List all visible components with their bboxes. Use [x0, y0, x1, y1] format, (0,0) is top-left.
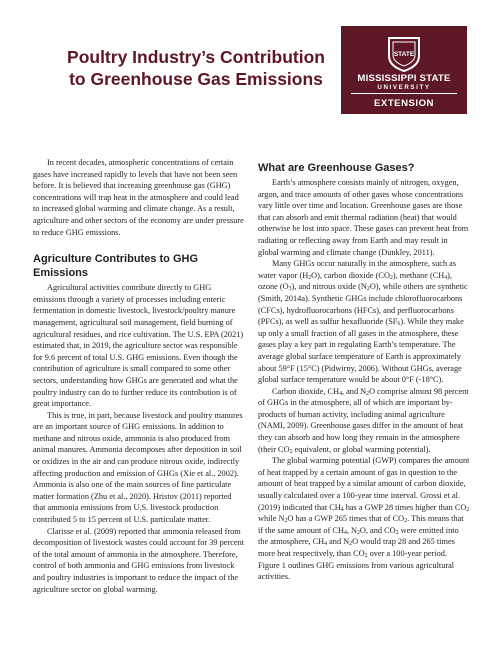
intro-paragraph: In recent decades, atmospheric concentrations of certain gases have increased rapidly to levels that have not been seen before. It is believed that increasing greenhouse gas (GHG) concentrations will trap heat in the atmosphere and could lead to increased global warming and climate change. As a result, agriculture and other sectors of the economy are under pressure to reduce GHG emissions.: [33, 158, 244, 237]
logo-divider: [351, 93, 457, 94]
msu-extension-logo: [341, 26, 467, 114]
seal-text: STATE: [393, 51, 415, 58]
greenhouse-paragraph-2: Many GHGs occur naturally in the atmosphere, such as water vapor $(H_2O)$, carbon dioxide $(CO_2)$, methane $(CH_4)$, ozone $(O_3)$, and nitrous oxide $(N_2O)$, while others are synthetic (Smith, 2014a). Synthetic GHGs include chlorofluorocarbons (CFCs), hydrofluorocarbons (HFCs), and perfluorocarbons (PFCs), as well as sulfur hexafluoride $(SF_6)$. While they make up only a small fraction of all gases in the atmosphere, these gases play a key part in regulating Earth’s temperature. The average global surface temperature of Earth is approximately about 59°F (15°C) (Pidwirny, 2006). Without GHGs, average global surface temperature would be about 0°F (-18°C).: [258, 259, 468, 385]
greenhouse-paragraph-4: The global warming potential (GWP) compares the amount of heat trapped by a certain amount of gas in question to the amount of heat trapped by a similar amount of carbon dioxide, usually calculated over a 100-year time interval. Grossi et al. (2019) indicated that $CH_4$ has a GWP 28 times higher than $CO_2$ while $N_2O$ has a GWP 265 times that of $CO_2$. This means that if the same amount of $CH_4$, $N_2O$, and $CO_2$ were emitted into the atmosphere, $CH_4$ and $N_2O$ would trap 28 and 265 times more heat respectively, than $CO_2$ over a 100-year period. Figure 1 outlines GHG emissions from various agricultural activities.: [258, 456, 470, 582]
title-line-1: Poultry Industry’s Contribution: [67, 47, 325, 67]
title-line-2: to Greenhouse Gas Emissions: [69, 69, 323, 89]
document-title: [46, 46, 346, 90]
msu-seal-icon: [387, 36, 421, 72]
logo-university-name: MISSISSIPPI STATE: [357, 73, 451, 84]
agriculture-paragraph-3: Clarisse et al. (2009) reported that ammonia released from decomposition of livestock wastes could account for 39 percent of the total amount of ammonia in the atmosphere. Therefore, control of both ammonia and GHG emissions from livestock and poultry industries is important to reduce the impact of the agriculture sector on global warming.: [33, 526, 245, 594]
section-heading-agriculture: Agriculture Contributes to GHG Emissions: [33, 253, 198, 280]
greenhouse-paragraph-3: Carbon dioxide, $CH_4$, and $N_2O$ comprise almost 98 percent of GHGs in the atmosphere, all of which are important by-products of human activity, including animal agriculture (NAMI, 2009). Greenhouse gases differ in the amount of heat they can absorb and how long they remain in the atmosphere (their $CO_2$ equivalent, or global warming potential).: [258, 386, 469, 455]
left-column: [33, 157, 245, 595]
greenhouse-paragraph-1: Earth’s atmosphere consists mainly of nitrogen, oxygen, argon, and trace amounts of other gases whose concentrations vary little over time and location. Greenhouse gases are those that can absorb and emit thermal radiation (heat) that would otherwise be lost into space. These gases can prevent heat from radiating or reflecting away from Earth and may result in global warming and climate change (Dunkley, 2011).: [258, 178, 469, 257]
agriculture-paragraph-1: Agricultural activities contribute directly to GHG emissions through a variety of processes including enteric fermentation in domestic livestock, livestock/poultry manure management, agricultural soil management, field burning of agricultural residues, and rice cultivation. The U.S. EPA (2021) estimated that, in 2019, the agriculture sector was responsible for 9.6 percent of total U.S. GHG emissions. Even though the contribution of agriculture is small compared to some other sectors, understanding how GHGs are generated and what the poultry industry can do to further reduce its contribution is of great importance.: [33, 283, 244, 409]
logo-extension: EXTENSION: [374, 98, 434, 109]
agriculture-paragraph-2: This is true, in part, because livestock and poultry manures are an important source of GHG emissions. In addition to methane and nitrous oxide, ammonia is also produced from animal manures. Ammonia decomposes after deposition in soil or oxidizes in the air and can produce nitrous oxide, indirectly affecting production and emission of GHGs (Xie et al., 2002). Ammonia is also one of the main sources of fine particulate matter formation (Zhu et al., 2020). Hristov (2011) reported that ammonia emissions from U.S. livestock production contributed 5 to 15 percent of U.S. particulate matter.: [33, 410, 243, 525]
section-heading-greenhouse-gases: What are Greenhouse Gases?: [258, 162, 415, 174]
right-column: [258, 157, 470, 583]
logo-university-word: UNIVERSITY: [377, 84, 431, 91]
